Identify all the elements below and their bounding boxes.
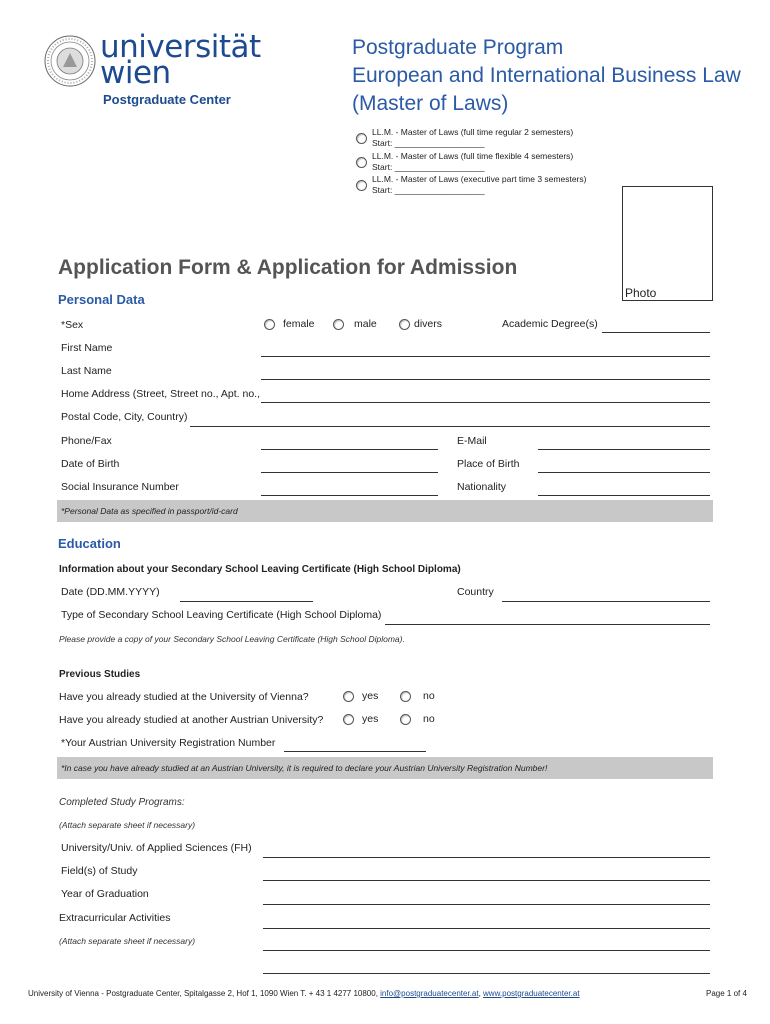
home-address-label: Home Address (Street, Street no., Apt. no.,	[61, 388, 261, 400]
radio-vienna-yes[interactable]	[343, 691, 354, 702]
radio-divers[interactable]	[399, 319, 410, 330]
social-insurance-label: Social Insurance Number	[61, 481, 179, 493]
male-label: male	[354, 318, 377, 330]
last-name-label: Last Name	[61, 365, 112, 377]
page-number: Page 1 of 4	[706, 989, 747, 998]
nationality-label: Nationality	[457, 481, 507, 493]
female-label: female	[283, 318, 315, 330]
year-of-graduation-field[interactable]	[263, 904, 710, 905]
radio-program-flexible[interactable]	[356, 157, 367, 168]
place-of-birth-label: Place of Birth	[457, 458, 520, 470]
date-of-birth-field[interactable]	[261, 472, 438, 473]
austria-no-label: no	[423, 713, 435, 725]
radio-vienna-no[interactable]	[400, 691, 411, 702]
footer-contact: University of Vienna - Postgraduate Center, Spitalgasse 2, Hof 1, 1090 Wien T. + 43 1 4277 10800, info@postgraduatecenter.at, www.postgraduatecenter.at	[28, 989, 580, 998]
footer-email-link[interactable]: info@postgraduatecenter.at	[380, 989, 479, 998]
education-heading: Education	[58, 536, 121, 551]
postal-code-label: Postal Code, City, Country)	[61, 411, 188, 423]
certificate-type-label: Type of Secondary School Leaving Certificate (High School Diploma)	[61, 609, 382, 621]
certificate-date-label: Date (DD.MM.YYYY)	[61, 586, 160, 598]
certificate-date-field[interactable]	[180, 601, 313, 602]
attach-sheet-note-1: (Attach separate sheet if necessary)	[59, 820, 196, 830]
certificate-info-heading: Information about your Secondary School Leaving Certificate (High School Diploma)	[59, 564, 461, 575]
completed-programs-label: Completed Study Programs:	[59, 797, 185, 808]
phone-label: Phone/Fax	[61, 435, 112, 447]
sex-label: *Sex	[61, 319, 84, 331]
home-address-field[interactable]	[261, 402, 710, 403]
footer-web-link[interactable]: www.postgraduatecenter.at	[483, 989, 580, 998]
radio-female[interactable]	[264, 319, 275, 330]
fields-of-study-field[interactable]	[263, 880, 710, 881]
previous-studies-heading: Previous Studies	[59, 669, 141, 680]
first-name-label: First Name	[61, 342, 113, 354]
extracurricular-label: Extracurricular Activities	[59, 912, 171, 924]
logo-subtitle: Postgraduate Center	[103, 92, 231, 107]
certificate-country-field[interactable]	[502, 601, 710, 602]
radio-program-regular[interactable]	[356, 133, 367, 144]
radio-austria-no[interactable]	[400, 714, 411, 725]
program-title: Postgraduate Program European and International Business Law (Master of Laws)	[352, 36, 741, 115]
registration-number-label: *Your Austrian University Registration Number	[61, 737, 276, 749]
certificate-type-field[interactable]	[385, 624, 710, 625]
academic-degree-label: Academic Degree(s)	[502, 318, 598, 330]
university-seal-logo	[44, 35, 96, 87]
year-of-graduation-label: Year of Graduation	[61, 888, 149, 900]
place-of-birth-field[interactable]	[538, 472, 710, 473]
attach-sheet-note-2: (Attach separate sheet if necessary)	[59, 936, 196, 946]
studied-austria-question: Have you already studied at another Austrian University?	[59, 714, 324, 726]
email-label: E-Mail	[457, 435, 487, 447]
registration-note-bar: *In case you have already studied at an Austrian University, it is required to declare your Austrian University Registration Number!	[57, 757, 713, 779]
extracurricular-field-3[interactable]	[263, 973, 710, 974]
radio-austria-yes[interactable]	[343, 714, 354, 725]
radio-male[interactable]	[333, 319, 344, 330]
vienna-yes-label: yes	[362, 690, 379, 702]
personal-data-note-bar: *Personal Data as specified in passport/id-card	[57, 500, 713, 522]
photo-box[interactable]	[622, 186, 713, 301]
logo-wordmark: universität wien	[100, 29, 261, 91]
extracurricular-field-1[interactable]	[263, 928, 710, 929]
radio-program-executive[interactable]	[356, 180, 367, 191]
university-label: University/Univ. of Applied Sciences (FH)	[61, 842, 252, 854]
university-field[interactable]	[263, 857, 710, 858]
austria-yes-label: yes	[362, 713, 379, 725]
academic-degree-field[interactable]	[602, 332, 710, 333]
vienna-no-label: no	[423, 690, 435, 702]
certificate-country-label: Country	[457, 586, 494, 598]
phone-field[interactable]	[261, 449, 438, 450]
certificate-copy-note: Please provide a copy of your Secondary School Leaving Certificate (High School Diploma).	[59, 634, 405, 644]
form-title: Application Form & Application for Admission	[58, 256, 518, 279]
postal-code-field[interactable]	[190, 426, 710, 427]
photo-label: Photo	[625, 286, 657, 300]
email-field[interactable]	[538, 449, 710, 450]
last-name-field[interactable]	[261, 379, 710, 380]
studied-vienna-question: Have you already studied at the University of Vienna?	[59, 691, 309, 703]
fields-of-study-label: Field(s) of Study	[61, 865, 138, 877]
first-name-field[interactable]	[261, 356, 710, 357]
nationality-field[interactable]	[538, 495, 710, 496]
date-of-birth-label: Date of Birth	[61, 458, 120, 470]
divers-label: divers	[414, 318, 443, 330]
registration-number-field[interactable]	[284, 751, 426, 752]
personal-data-heading: Personal Data	[58, 292, 145, 307]
social-insurance-field[interactable]	[261, 495, 438, 496]
extracurricular-field-2[interactable]	[263, 950, 710, 951]
